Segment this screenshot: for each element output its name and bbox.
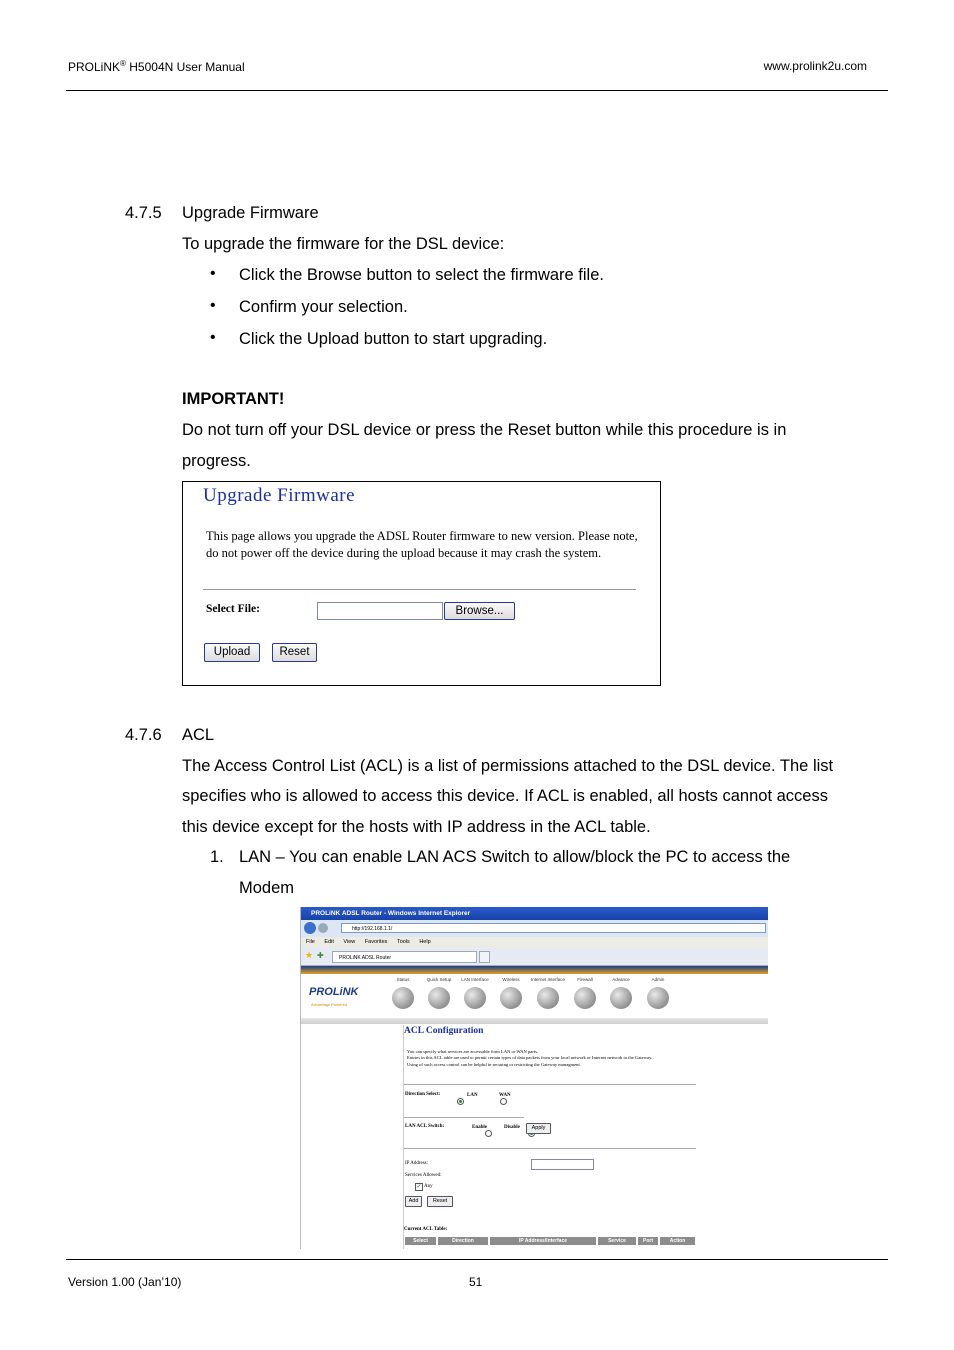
menu-help[interactable]: Help <box>419 939 431 945</box>
upload-button[interactable]: Upload <box>204 643 260 662</box>
acl-table-title: Current ACL Table: <box>404 1227 448 1232</box>
manual-title: H5004N User Manual <box>125 60 245 74</box>
select-file-label: Select File: <box>206 603 260 615</box>
bullet-item: Click the Browse button to select the firmware file. <box>239 266 604 284</box>
acl-table-header <box>405 1237 695 1245</box>
banner-strip <box>301 966 768 974</box>
any-label: Any <box>424 1184 433 1189</box>
nav-label: Wireless <box>502 977 520 982</box>
header-title <box>68 59 245 74</box>
menu-edit[interactable]: Edit <box>324 939 334 945</box>
acl-desc-line: Using of such access control can be helpful in securing or restricting the Gateway managment. <box>407 1061 581 1067</box>
admin-icon <box>647 987 669 1009</box>
nav-lan-interface[interactable] <box>457 977 493 1009</box>
window-titlebar <box>301 907 768 920</box>
section-title: ACL <box>182 726 215 744</box>
nav-firewall[interactable] <box>567 977 603 1009</box>
nav-label: Status <box>396 977 410 982</box>
divider <box>404 1148 696 1149</box>
switch-disable-label: Disable <box>504 1125 520 1130</box>
col-ip-address: IP Address/Interface <box>490 1237 596 1245</box>
direction-wan-radio[interactable] <box>500 1098 507 1105</box>
add-button[interactable]: Add <box>405 1196 422 1207</box>
nav-quick-setup[interactable] <box>421 977 457 1009</box>
bullet-dot: • <box>210 329 216 346</box>
tab-prolink[interactable]: PROLiNK ADSL Router <box>332 951 477 963</box>
direction-wan-label: WAN <box>499 1093 511 1098</box>
bullet-item: Confirm your selection. <box>239 298 408 316</box>
acl-paragraph: this device except for the hosts with IP address in the ACL table. <box>182 818 651 836</box>
col-port: Port <box>638 1237 658 1245</box>
bullet-dot: • <box>210 297 216 314</box>
section-intro: To upgrade the firmware for the DSL device: <box>182 235 505 253</box>
browse-button[interactable]: Browse... <box>444 602 515 620</box>
nav-status[interactable] <box>385 977 421 1009</box>
page-number: 51 <box>469 1275 483 1289</box>
section-title: Upgrade Firmware <box>182 204 319 222</box>
col-direction: Direction <box>438 1237 488 1245</box>
direction-label: Direction Select: <box>405 1092 441 1097</box>
nav-label: LAN Interface <box>461 977 489 982</box>
important-label: IMPORTANT! <box>182 390 285 408</box>
acl-title: ACL Configuration <box>404 1026 484 1036</box>
acl-desc-line: You can specify what services are accessable form LAN or WAN parts. <box>407 1049 539 1054</box>
nav-admin[interactable] <box>640 977 676 1009</box>
ip-address-input[interactable] <box>531 1159 594 1170</box>
footer-rule <box>66 1259 888 1260</box>
internet-icon <box>537 987 559 1009</box>
nav-label: Admin <box>651 977 665 982</box>
col-select: Select <box>405 1237 436 1245</box>
favorites-star-icon[interactable]: ★ <box>305 950 314 960</box>
add-favorites-icon[interactable]: ✚ <box>317 951 324 960</box>
firmware-description: This page allows you upgrade the ADSL Router firmware to new version. Please note, do not power off the device during the upload because it may crash the system. <box>206 529 638 560</box>
nav-label: Advance <box>612 977 630 982</box>
acl-paragraph: specifies who is allowed to access this device. If ACL is enabled, all hosts cannot access <box>182 787 828 805</box>
divider <box>203 589 636 590</box>
wireless-icon <box>500 987 522 1009</box>
acl-desc-line: Entries in this ACL table are used to permit certain types of data packets from your local network or Internet network to the Gateway. <box>407 1055 653 1061</box>
list-number: 1. <box>210 848 224 866</box>
nav-label: Internet Interface <box>530 977 566 982</box>
firmware-title: Upgrade Firmware <box>203 485 356 506</box>
prolink-logo: PROLiNK <box>309 986 359 998</box>
nav-label: Firewall <box>577 977 593 982</box>
any-checkbox[interactable]: ✓ <box>416 1184 422 1190</box>
section-number: 4.7.6 <box>125 726 162 744</box>
menu-bar <box>301 937 768 948</box>
header-url: www.prolink2u.com <box>763 59 867 73</box>
reset-button[interactable]: Reset <box>272 643 317 662</box>
list-item-text: LAN – You can enable LAN ACS Switch to allow/block the PC to access the <box>239 848 791 866</box>
sidebar-divider <box>403 1025 404 1249</box>
brand-name: PROLiNK <box>68 60 121 74</box>
divider <box>404 1084 696 1085</box>
section-number: 4.7.5 <box>125 204 162 222</box>
col-action: Action <box>660 1237 695 1245</box>
firewall-icon <box>574 987 596 1009</box>
new-tab-button[interactable] <box>479 951 490 963</box>
nav-wireless[interactable] <box>493 977 529 1009</box>
forward-icon[interactable] <box>318 923 328 933</box>
list-item-text: Modem <box>239 879 295 897</box>
bullet-item: Click the Upload button to start upgrading. <box>239 330 548 348</box>
router-nav <box>301 974 768 1024</box>
browser-screenshot <box>300 907 768 1249</box>
lan-icon <box>464 987 486 1009</box>
menu-view[interactable]: View <box>343 939 356 945</box>
bullet-dot: • <box>210 265 216 282</box>
monitor-icon <box>392 987 414 1009</box>
registered-mark: ® <box>120 59 126 68</box>
important-text: progress. <box>182 452 251 470</box>
direction-lan-label: LAN <box>467 1093 478 1098</box>
footer-version: Version 1.00 (Jan’10) <box>68 1275 182 1289</box>
back-icon[interactable] <box>304 922 316 934</box>
nav-label: Quick Setup <box>426 977 452 982</box>
menu-file[interactable]: File <box>306 939 315 945</box>
advance-icon <box>610 987 632 1009</box>
window-title: PROLiNK ADSL Router - Windows Internet Explorer <box>311 910 471 917</box>
ip-address-label: IP Address: <box>405 1161 429 1166</box>
switch-enable-radio[interactable] <box>485 1130 492 1137</box>
acl-description <box>407 1049 697 1068</box>
services-label: Services Allowed: <box>405 1173 442 1178</box>
reset-button[interactable]: Reset <box>427 1196 453 1207</box>
switch-enable-label: Enable <box>472 1125 488 1130</box>
acl-paragraph: The Access Control List (ACL) is a list of permissions attached to the DSL device. The list <box>182 757 834 775</box>
switch-label: LAN ACL Switch: <box>405 1124 445 1129</box>
header-rule <box>66 90 888 91</box>
quick-setup-icon <box>428 987 450 1009</box>
logo-tagline: Advantage Powered <box>311 1002 348 1007</box>
nav-bottom-bar <box>301 1018 768 1024</box>
nav-advance[interactable] <box>603 977 639 1009</box>
important-text: Do not turn off your DSL device or press the Reset button while this procedure is in <box>182 421 787 439</box>
address-bar-area <box>301 920 768 937</box>
tab-bar <box>301 948 768 966</box>
address-input[interactable]: http://192.168.1.1/ <box>341 923 766 933</box>
menu-tools[interactable]: Tools <box>396 939 410 945</box>
divider <box>404 1117 524 1118</box>
col-service: Service <box>598 1237 636 1245</box>
direction-lan-radio[interactable] <box>457 1098 464 1105</box>
apply-button[interactable]: Apply <box>526 1123 551 1134</box>
menu-favorites[interactable]: Favorites <box>364 939 388 945</box>
nav-internet-interface[interactable] <box>530 977 566 1009</box>
file-path-input[interactable] <box>317 602 443 620</box>
firmware-screenshot <box>182 481 661 686</box>
